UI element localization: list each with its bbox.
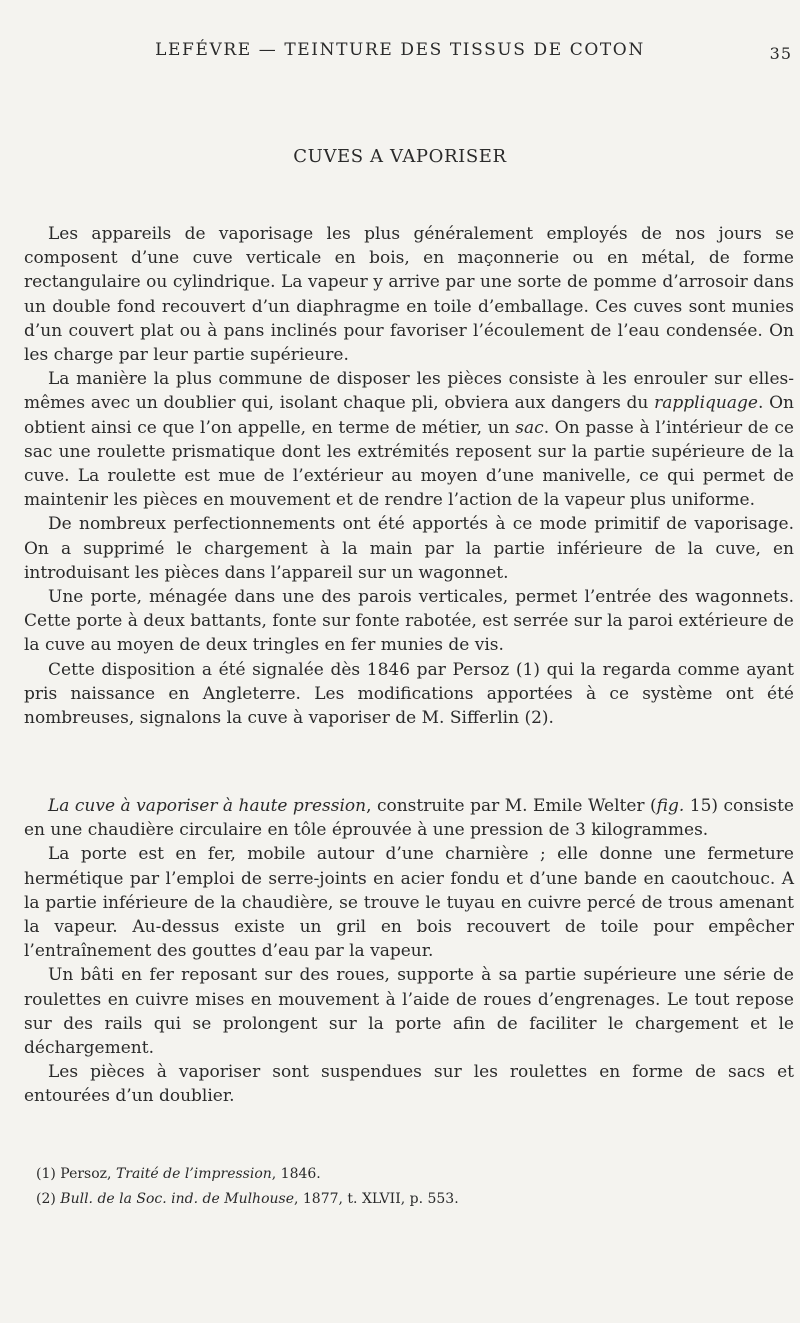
paragraph-2-text-a: La manière la plus commune de disposer les pièces consiste à les enrouler sur elles-mêmes avec un doublier qui, isolant chaque pli, obviera aux dangers du [24, 369, 794, 414]
paragraph-6 [24, 794, 794, 842]
footnotes [36, 1162, 736, 1212]
body-text-block-2 [24, 794, 794, 1109]
figure-ref: fig. [656, 796, 685, 816]
paragraph-6-text-a: , construite par M. Emile Welter ( [366, 796, 657, 816]
paragraph-1: Les appareils de vaporisage les plus généralement employés de nos jours se composent d’une cuve verticale en bois, en maçonnerie ou en métal, de forme rectangulaire ou cylindrique. La vapeur y arrive par une sorte de pomme d’arrosoir dans un double fond recouvert d’un diaphragme en toile d’emballage. Ces cuves sont munies d’un couvert plat ou à pans inclinés pour favoriser l’écoulement de l’eau condensée. On les charge par leur partie supérieure. [24, 224, 794, 366]
footnote-2-text-b: , 1877, t. XLVII, p. 553. [294, 1191, 459, 1207]
footnote-1 [36, 1162, 736, 1187]
paragraph-2 [24, 367, 794, 512]
footnote-2-text-a: (2) [36, 1191, 61, 1207]
footnote-1-text-a: (1) Persoz, [36, 1166, 116, 1182]
term-sac: sac [515, 417, 544, 438]
section-title: CUVES A VAPORISER [293, 146, 507, 167]
body-text-block-1 [24, 222, 794, 730]
term-cuve-haute-pression: La cuve à vaporiser à haute pression [48, 796, 367, 816]
paragraph-3: De nombreux perfectionnements ont été apportés à ce mode primitif de vaporisage. On a supprimé le chargement à la main par la partie inférieure de la cuve, en introduisant les pièces dans l’appareil sur un wagonnet. [24, 514, 794, 583]
paragraph-8: Un bâti en fer reposant sur des roues, supporte à sa partie supérieure une série de roulettes en cuivre mises en mouvement à l’aide de roues d’engrenages. Le tout repose sur des rails qui se prolongent sur la porte afin de faciliter le chargement et le déchargement. [24, 965, 794, 1059]
paragraph-2-text-b: . On obtient ainsi ce que l’on appelle, en terme de métier, un [24, 393, 794, 438]
paragraph-2-text-c: . On passe à l’intérieur de ce sac une roulette prismatique dont les extrémités reposent sur la partie supérieure de la cuve. La roulette est mue de l’extérieur au moyen d’une manivelle, ce qui permet de maintenir les pièces en mouvement et de rendre l’action de la vapeur plus uniforme. [24, 417, 794, 511]
paragraph-7: La porte est en fer, mobile autour d’une charnière ; elle donne une fermeture hermétique par l’emploi de serre-joints en acier fondu et d’une bande en caoutchouc. A la partie inférieure de la chaudière, se trouve le tuyau en cuivre percé de trous amenant la vapeur. Au-dessus existe un gril en bois recouvert de toile pour empêcher l’entraînement des gouttes d’eau par la vapeur. [24, 844, 794, 962]
term-rappliquage: rappliquage [654, 393, 758, 414]
footnote-1-title: Traité de l’impression [115, 1166, 272, 1182]
page-number: 35 [769, 44, 792, 63]
paragraph-4: Une porte, ménagée dans une des parois verticales, permet l’entrée des wagonnets. Cette porte à deux battants, fonte sur fonte rabotée, est serrée sur la paroi extérieure de la cuve au moyen de deux tringles en fer munies de vis. [24, 587, 794, 656]
footnote-2-title: Bull. de la Soc. ind. de Mulhouse [60, 1191, 294, 1207]
paragraph-9: Les pièces à vaporiser sont suspendues sur les roulettes en forme de sacs et entourées d’un doublier. [24, 1062, 794, 1107]
footnote-1-text-b: , 1846. [271, 1166, 321, 1182]
running-head: LEFÉVRE — TEINTURE DES TISSUS DE COTON [155, 40, 645, 60]
paragraph-6-text-b: 15) consiste en une chaudière circulaire en tôle éprouvée à une pression de 3 kilogrammes. [24, 796, 794, 841]
paragraph-5: Cette disposition a été signalée dès 1846 par Persoz (1) qui la regarda comme ayant pris naissance en Angleterre. Les modifications apportées à ce système ont été nombreuses, signalons la cuve à vaporiser de M. Sifferlin (2). [24, 659, 794, 729]
footnote-2 [36, 1187, 736, 1212]
